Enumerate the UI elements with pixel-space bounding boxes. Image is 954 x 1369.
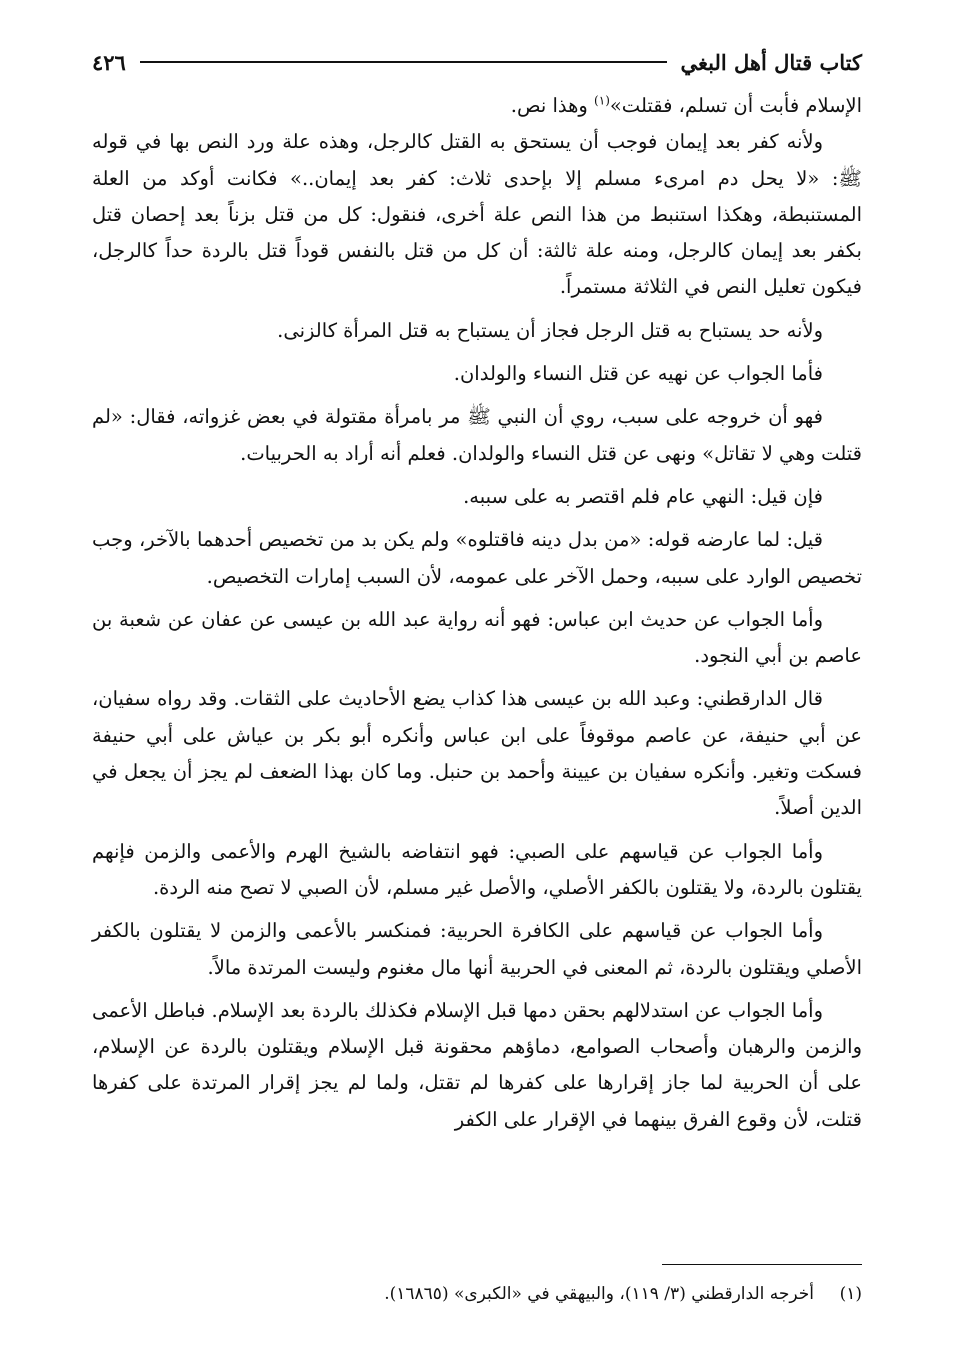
running-header <box>92 40 862 84</box>
footnote-text: أخرجه الدارقطني (٣/ ١١٩)، والبيهقي في «الكبرى» (١٦٨٦٥). <box>384 1284 814 1304</box>
paragraph: فهو أن خروجه على سبب، روي أن النبي ﷺ مر بامرأة مقتولة في بعض غزواته، فقال: «لم قتلت وهي لا تقاتل» ونهى عن قتل النساء والولدان. فعلم أنه أراد به الحربيات. <box>92 405 862 465</box>
paragraph: فأما الجواب عن نهيه عن قتل النساء والولدان. <box>453 362 823 386</box>
footnote-number: (١) <box>839 1284 862 1304</box>
footnote <box>92 1280 862 1308</box>
paragraph: ولأنه كفر بعد إيمان فوجب أن يستحق به القتل كالرجل، وهذه علة ورد النص بها في قوله ﷺ: «لا يحل دم امرىء مسلم إلا بإحدى ثلاث: كفر بعد إيمان..» فكانت أوكد من العلة المستنبطة، وهكذا استنبط من هذا النص علة أخرى، فنقول: كل من قتل بزناً بعد إحصان قتل بكفر بعد إيمان كالرجل، ومنه علة ثالثة: أن كل من قتل بالنفس قوداً قتل بالردة حداً كالرجل، فيكون تعليل النص في الثلاثة مستمراً. <box>92 130 862 299</box>
paragraph-text: الإسلام فأبت أن تسلم، فقتلت» <box>609 94 862 117</box>
page-number: ٤٢٦ <box>92 49 126 75</box>
header-rule <box>140 61 667 63</box>
paragraph: وأما الجواب عن قياسهم على الصبي: فهو انتفاضه بالشيخ الهرم والأعمى والزمن فإنهم يقتلون بالردة، ولا يقتلون بالكفر الأصلي، والأصل غير مسلم، لأن الصبي لا تصح منه الردة. <box>92 839 862 899</box>
paragraph: قال الدارقطني: وعبد الله بن عيسى هذا كذاب يضع الأحاديث على الثقات. وقد رواه سفيان، عن أبي حنيفة، عن عاصم موقوفاً على ابن عباس وأنكره أبو بكر بن عياش على أبي حنيفة فسكت وتغير. وأنكره سفيان بن عيينة وأحمد بن حنبل. وما كان بهذا الضعف لم يجز أن يجعل في الدين أصلاً. <box>92 687 862 820</box>
paragraph: وأما الجواب عن استدلالهم بحقن دمها قبل الإسلام فكذلك بالردة بعد الإسلام. فباطل الأعمى والزمن والرهبان وأصحاب الصوامع، دماؤهم محقونة قبل الإسلام ويقتلون بالردة عن الإسلام، على أن الحربية لما جاز إقرارها على كفرها لم تقتل، ولما لم يجز إقرار المرتدة على كفرها قتلت، لأن وقوع الفرق بينهما في الإقرار على الكفر <box>92 998 862 1131</box>
paragraph-tail: وهذا نص. <box>510 94 595 117</box>
paragraph: فإن قيل: النهي عام فلم اقتصر به على سببه. <box>463 484 823 508</box>
paragraph: ولأنه حد يستباح به قتل الرجل فجاز أن يستباح به قتل المرأة كالزنى. <box>277 318 823 342</box>
body-text <box>92 88 862 1145</box>
paragraph: قيل: لما عارضه قوله: «من بدل دينه فاقتلوه» ولم يكن بد من تخصيص أحدهما بالآخر، وجب تخصيص الوارد على سببه، وحمل الآخر على عمومه، لأن السبب إمارات التخصيص. <box>92 528 862 588</box>
paragraph <box>92 88 862 124</box>
paragraph: وأما الجواب عن قياسهم على الكافرة الحربية: فمنكسر بالأعمى والزمن لا يقتلون بالكفر الأصلي ويقتلون بالردة، ثم المعنى في الحربية أنها مال مغنوم وليست المرتدة مالاً. <box>92 919 862 979</box>
chapter-title: كتاب قتال أهل البغي <box>680 49 862 75</box>
footnote-rule <box>662 1264 862 1265</box>
paragraph: وأما الجواب عن حديث ابن عباس: فهو أنه رواية عبد الله بن عيسى عن عفان عن شعبة بن عاصم بن أبي النجود. <box>92 607 862 668</box>
footnote-marker: (١) <box>594 93 610 108</box>
